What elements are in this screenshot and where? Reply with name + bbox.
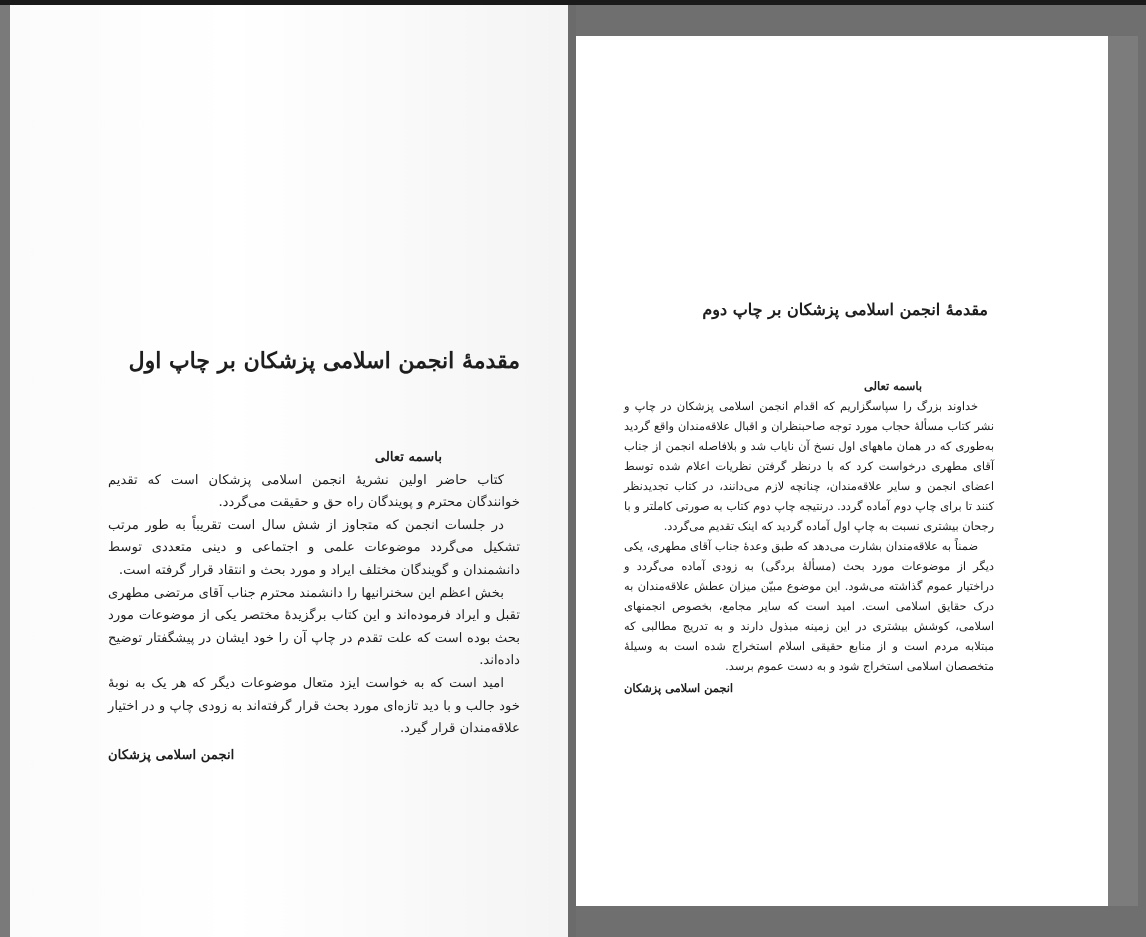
bottom-background [576,906,1146,937]
signature: انجمن اسلامی پزشکان [108,747,235,763]
page-title: مقدمهٔ انجمن اسلامی پزشکان بر چاپ اول [128,348,520,374]
salutation: باسمه تعالی [864,379,922,393]
left-margin-strip [0,5,10,937]
paragraph: خداوند بزرگ را سپاسگزاریم که اقدام انجمن اسلامی پزشکان در چاپ و نشر کتاب مسألهٔ حجاب مورد توجه صاحبنظران و اقبال علاقه‌مندان واقع گردید به‌طوری که در همان ماههای اول نسخ آن نایاب شد و بلافاصله انجمن از جناب آقای مطهری درخواست کرد که با درنظر گرفتن نظریات اعلام شده توسط اعضای انجمن و سایر علاقه‌مندان، چنانچه لازم می‌دانند، در کتاب تجدیدنظر کنند تا برای چاپ دوم آماده گردد. درنتیجه چاپ دوم کتاب به صورتی کاملتر و با رجحان بیشتری نسبت به چاپ اول آماده گردید که اینک تقدیم می‌گردد. [624,399,994,533]
right-page [576,36,1108,906]
paragraph: کتاب حاضر اولین نشریهٔ انجمن اسلامی پزشکان است که تقدیم خوانندگان محترم و پویندگان راه حق و حقیقت می‌گردد. [108,472,520,511]
salutation: باسمه تعالی [374,450,442,465]
page-title: مقدمهٔ انجمن اسلامی پزشکان بر چاپ دوم [702,300,988,319]
paragraph: بخش اعظم این سخنرانیها را دانشمند محترم جناب آقای مرتضی مطهری تقبل و ایراد فرموده‌اند و این کتاب برگزیدهٔ مختصر یکی از موضوعات مورد بحث بوده است که علت تقدم در چاپ آن را خود ایشان در پیشگفتار توضیح داده‌اند. [108,585,520,669]
page-gutter [568,5,576,937]
right-background [1108,36,1138,906]
paragraph: در جلسات انجمن که متجاوز از شش سال است تقریباً به طور مرتب تشکیل می‌گردد موضوعات علمی و اجتماعی و دینی متعددی توسط دانشمندان و گویندگان مختلف ایراد و مورد بحث و انتقاد قرار گرفته است. [108,517,520,578]
left-page [10,5,568,937]
page-body [624,376,994,698]
paragraph: امید است که به خواست ایزد متعال موضوعات دیگر که هر یک به نوبهٔ خود جالب و با دید تازه‌ای مورد بحث قرار گرفته‌اند به زودی چاپ و در اختیار علاقه‌مندان قرار گیرد. [108,675,520,737]
signature: انجمن اسلامی پزشکان [624,681,734,695]
page-body [108,447,520,767]
paragraph: ضمناً به علاقه‌مندان بشارت می‌دهد که طبق وعدهٔ جناب آقای مطهری، یکی دیگر از موضوعات مورد بحث (مسألهٔ بردگی) به زودی آماده می‌گردد و دراختیار عموم گذاشته می‌شود. این موضوع مبیّن میزان عطش علاقه‌مندان به درک حقایق اسلامی است. امید است که سایر مجامع، بخصوص انجمنهای اسلامی، کوشش بیشتری در این زمینه مبذول دارند و به تدریج مطالبی که مبتلابه مردم است و از منابع حقیقی اسلام استخراج شده است به وسیلهٔ متخصصان اسلامی استخراج شود و به دست عموم برسد. [624,539,994,673]
